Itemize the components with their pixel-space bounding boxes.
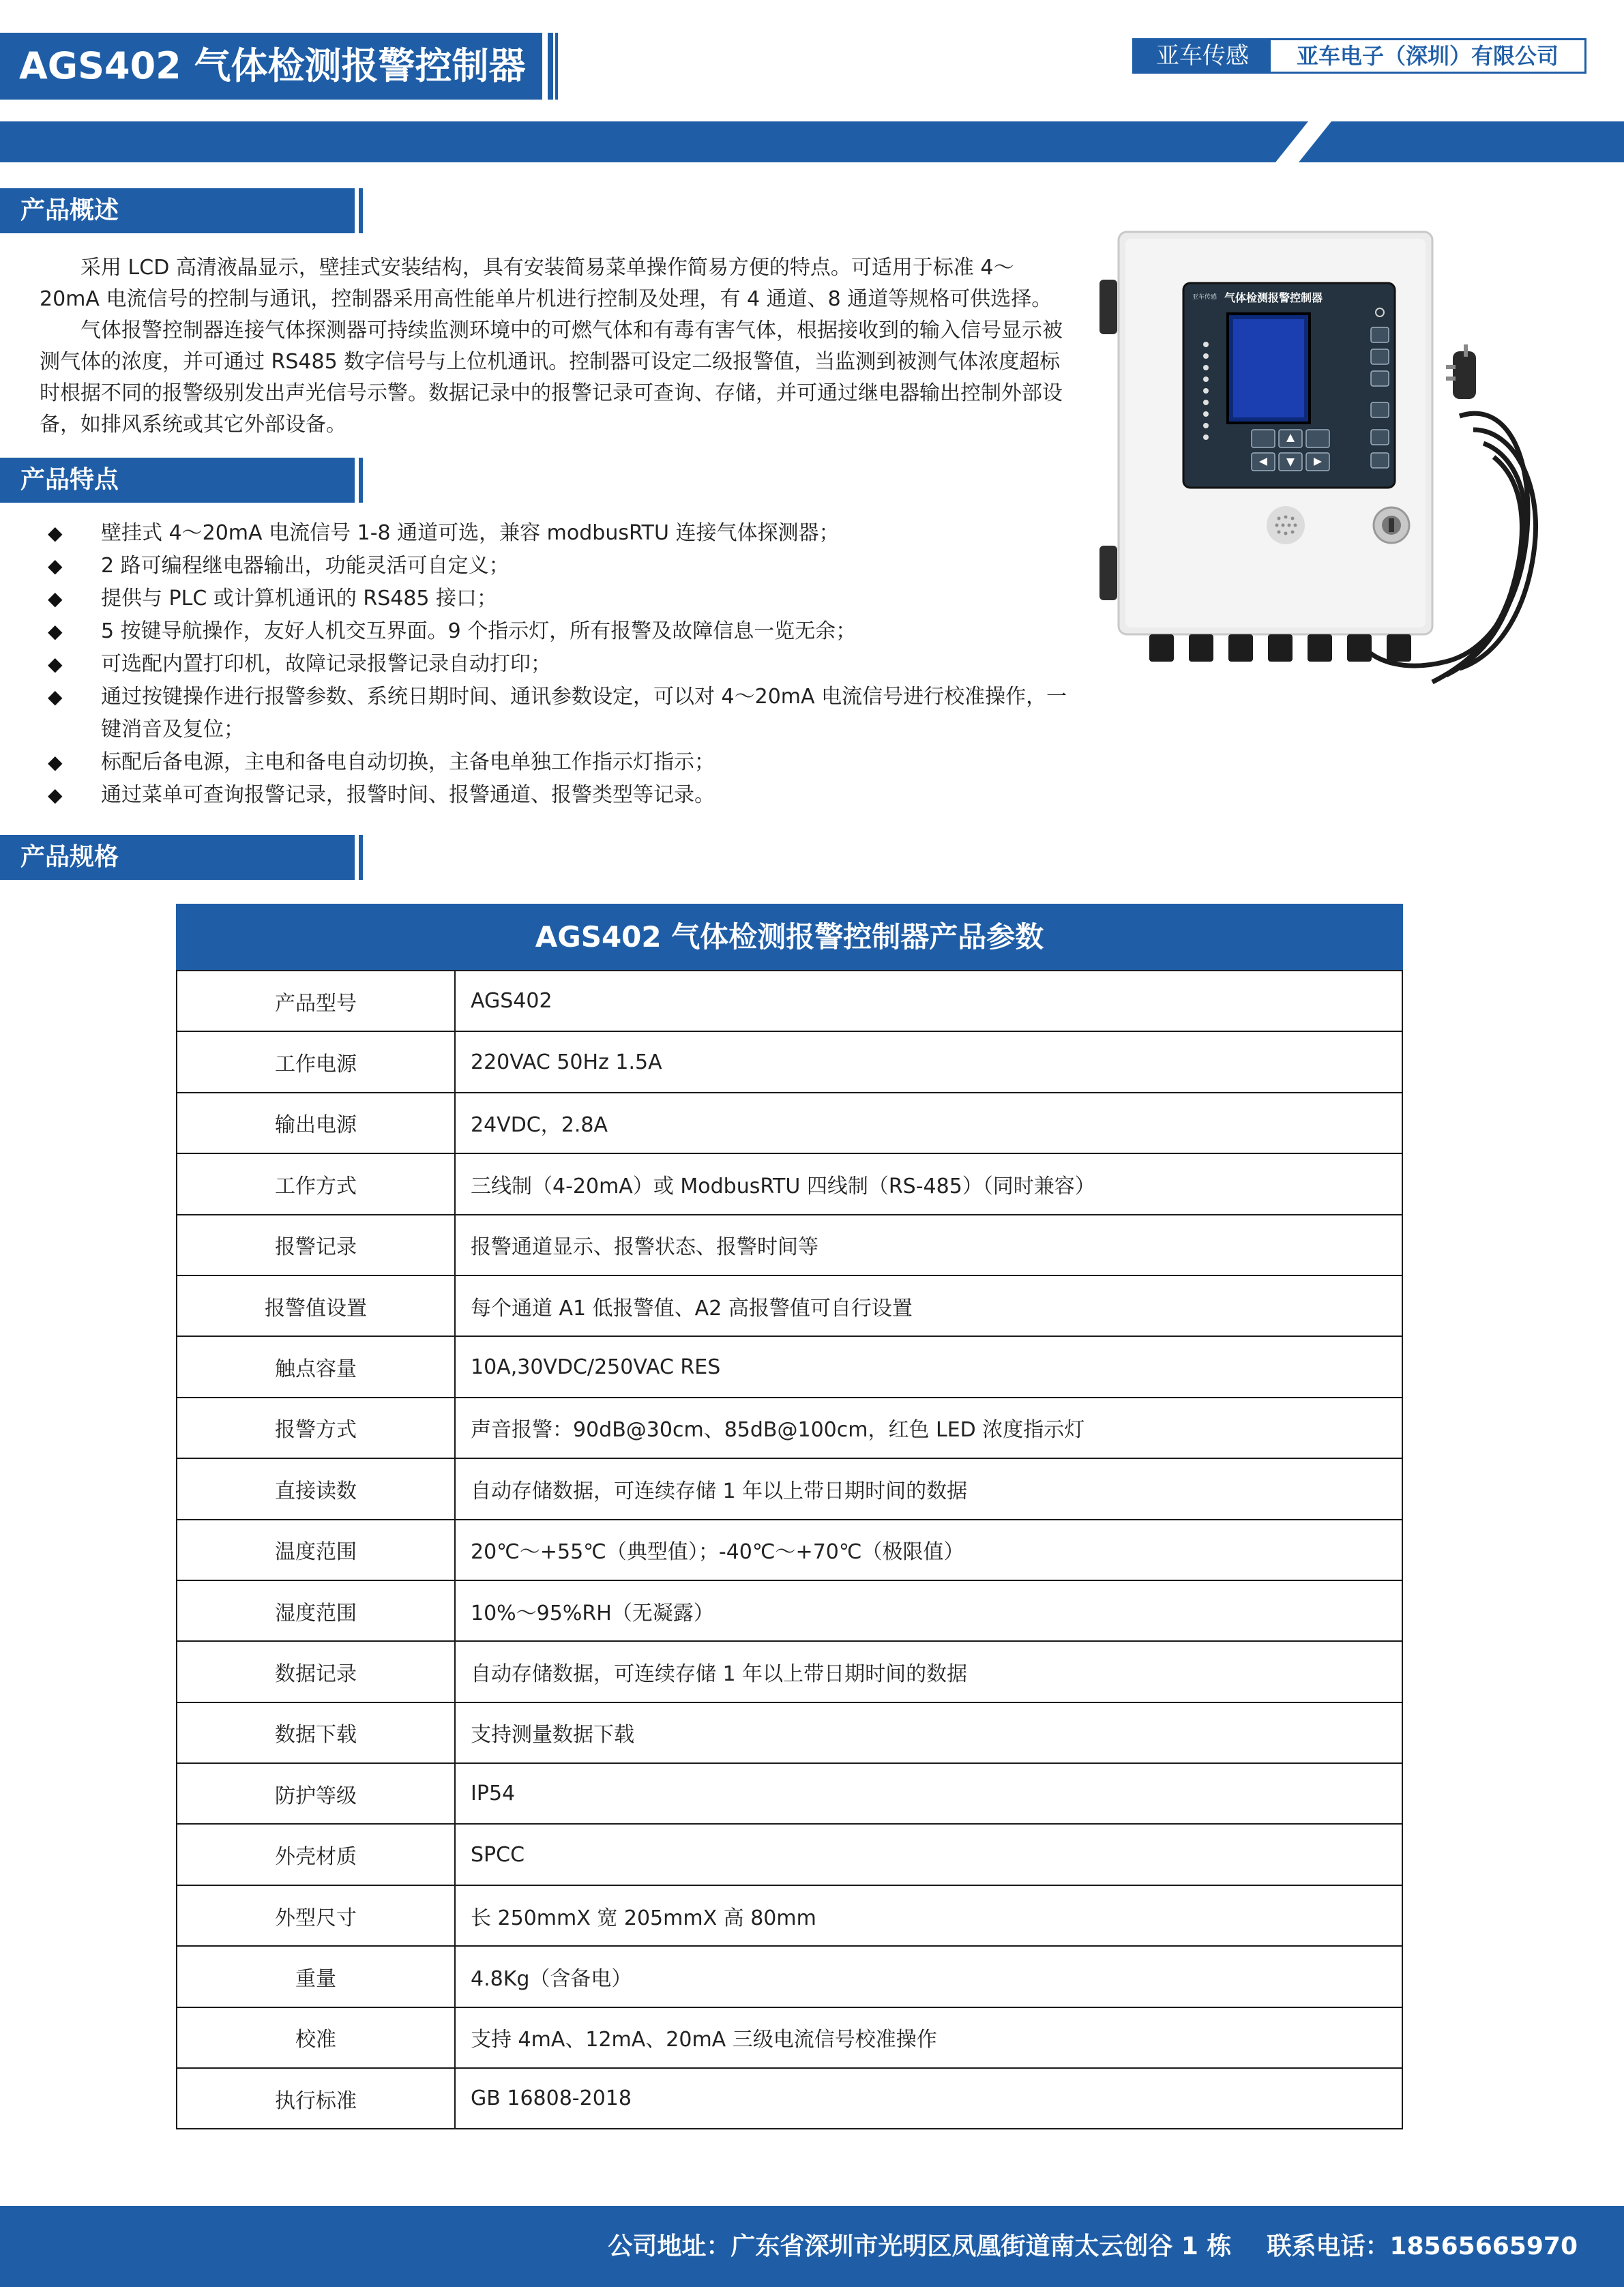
title-accent-bar: [555, 33, 558, 100]
overview-paragraph: 采用 LCD 高清液晶显示，壁挂式安装结构，具有安装简易菜单操作简易方便的特点。可适用于标准 4～20mA 电流信号的控制与通讯，控制器采用高性能单片机进行控制及处理，有 4 通道、8 通道等规格可供选择。: [40, 256, 1052, 311]
section-accent-bar: [359, 458, 363, 503]
table-row: [177, 1763, 1402, 1824]
spec-label: 重量: [177, 1946, 455, 2007]
diamond-bullet-icon: ◆: [48, 685, 63, 708]
page-title: AGS402 气体检测报警控制器: [0, 33, 542, 100]
footer-address: 公司地址：广东省深圳市光明区凤凰街道南太云创谷 1 栋: [608, 2232, 1232, 2260]
spec-value: 24VDC，2.8A: [455, 1093, 1402, 1153]
spec-value: IP54: [455, 1763, 1402, 1824]
spec-label: 温度范围: [177, 1520, 455, 1580]
table-row: [177, 1824, 1402, 1885]
spec-value: 支持测量数据下载: [455, 1702, 1402, 1763]
brand-company-name: 亚车电子（深圳）有限公司: [1296, 43, 1559, 69]
spec-value: 自动存储数据，可连续存储 1 年以上带日期时间的数据: [455, 1641, 1402, 1702]
title-accent-bar: [548, 33, 553, 100]
spec-label: 触点容量: [177, 1336, 455, 1397]
diamond-bullet-icon: ◆: [48, 522, 63, 544]
panel-brand-mark: 亚车传感: [1192, 294, 1217, 301]
spec-value: 声音报警：90dB@30cm、85dB@100cm，红色 LED 浓度指示灯: [455, 1398, 1402, 1458]
table-row: [177, 1031, 1402, 1092]
list-item: ◆ 2 路可编程继电器输出，功能灵活可自定义；: [46, 550, 1069, 582]
spec-label: 执行标准: [177, 2068, 455, 2129]
section-header-overview: 产品概述: [0, 188, 355, 233]
list-item: ◆ 可选配内置打印机，故障记录报警记录自动打印；: [46, 648, 1069, 681]
diamond-bullet-icon: ◆: [48, 653, 63, 675]
section-header-specs: 产品规格: [0, 835, 355, 880]
spec-label: 报警记录: [177, 1215, 455, 1275]
table-row: [177, 1641, 1402, 1702]
spec-label: 数据记录: [177, 1641, 455, 1702]
spec-label: 直接读数: [177, 1458, 455, 1519]
spec-label: 外壳材质: [177, 1824, 455, 1885]
table-row: [177, 1093, 1402, 1153]
key-lock: [1374, 507, 1409, 543]
header-band: [1299, 121, 1624, 162]
panel-title: 气体检测报警控制器: [1224, 291, 1323, 304]
spec-value: 三线制（4-20mA）或 ModbusRTU 四线制（RS-485）（同时兼容）: [455, 1153, 1402, 1214]
table-row: [177, 1336, 1402, 1397]
diamond-bullet-icon: ◆: [48, 587, 63, 610]
spec-value: SPCC: [455, 1824, 1402, 1885]
spec-label: 产品型号: [177, 971, 455, 1031]
spec-table-title: AGS402 气体检测报警控制器产品参数: [176, 904, 1403, 970]
spec-value: 10%～95%RH（无凝露）: [455, 1580, 1402, 1641]
footer-phone: 联系电话：18565665970: [1267, 2232, 1578, 2260]
spec-label: 工作电源: [177, 1031, 455, 1092]
spec-value: 支持 4mA、12mA、20mA 三级电流信号校准操作: [455, 2007, 1402, 2068]
section-header-features: 产品特点: [0, 458, 355, 503]
spec-value: 4.8Kg（含备电）: [455, 1946, 1402, 2007]
table-row: [177, 1702, 1402, 1763]
header-band: [0, 121, 1308, 162]
table-row: [177, 1580, 1402, 1641]
overview-text: [40, 252, 1063, 441]
feature-list: [46, 517, 1069, 812]
spec-value: 报警通道显示、报警状态、报警时间等: [455, 1215, 1402, 1275]
spec-label: 湿度范围: [177, 1580, 455, 1641]
table-row: [177, 1398, 1402, 1458]
product-image: [1091, 225, 1569, 689]
brand-short-name: 亚车传感: [1134, 40, 1271, 72]
mount-bracket: [1099, 280, 1117, 334]
table-row: [177, 1215, 1402, 1275]
mount-bracket: [1099, 546, 1117, 600]
speaker-grille: [1267, 506, 1305, 544]
overview-paragraph: 气体报警控制器连接气体探测器可持续监测环境中的可燃气体和有毒有害气体，根据接收到的输入信号显示被测气体的浓度，并可通过 RS485 数字信号与上位机通讯。控制器可设定二级报警值，当监测到被测气体浓度超标时根据不同的报警级别发出声光信号示警。数据记录中的报警记录可查询、存储，并可通过继电器输出控制外部设备，如排风系统或其它外部设备。: [40, 319, 1063, 437]
diamond-bullet-icon: ◆: [48, 620, 63, 643]
table-row: [177, 1153, 1402, 1214]
spec-table: [176, 970, 1403, 2129]
table-row: [177, 2068, 1402, 2129]
spec-value: 10A,30VDC/250VAC RES: [455, 1336, 1402, 1397]
spec-value: 每个通道 A1 低报警值、A2 高报警值可自行设置: [455, 1275, 1402, 1336]
spec-label: 输出电源: [177, 1093, 455, 1153]
spec-label: 校准: [177, 2007, 455, 2068]
spec-label: 工作方式: [177, 1153, 455, 1214]
indicator-leds: [1203, 342, 1209, 440]
table-row: [177, 1885, 1402, 1946]
table-row: [177, 1458, 1402, 1519]
spec-value: 长 250mmX 宽 205mmX 高 80mm: [455, 1885, 1402, 1946]
power-plug: [1446, 344, 1476, 399]
diamond-bullet-icon: ◆: [48, 784, 63, 806]
spec-label: 数据下载: [177, 1702, 455, 1763]
section-accent-bar: [359, 188, 363, 233]
table-row: [177, 1275, 1402, 1336]
spec-label: 防护等级: [177, 1763, 455, 1824]
spec-value: 220VAC 50Hz 1.5A: [455, 1031, 1402, 1092]
spec-label: 外型尺寸: [177, 1885, 455, 1946]
list-item: ◆ 壁挂式 4～20mA 电流信号 1-8 通道可选，兼容 modbusRTU 连接气体探测器；: [46, 517, 1069, 550]
diamond-bullet-icon: ◆: [48, 555, 63, 577]
list-item: ◆ 5 按键导航操作，友好人机交互界面。9 个指示灯，所有报警及故障信息一览无余；: [46, 615, 1069, 648]
table-row: [177, 1520, 1402, 1580]
table-row: [177, 1946, 1402, 2007]
cable-glands: [1149, 634, 1411, 662]
list-item: ◆ 通过按键操作进行报警参数、系统日期时间、通讯参数设定，可以对 4～20mA 电流信号进行校准操作，一键消音及复位；: [46, 681, 1069, 746]
list-item: ◆ 提供与 PLC 或计算机通讯的 RS485 接口；: [46, 582, 1069, 615]
diamond-bullet-icon: ◆: [48, 751, 63, 773]
table-row: [177, 971, 1402, 1031]
spec-value: AGS402: [455, 971, 1402, 1031]
list-item: ◆ 通过菜单可查询报警记录，报警时间、报警通道、报警类型等记录。: [46, 779, 1069, 812]
spec-label: 报警方式: [177, 1398, 455, 1458]
brand-box: [1132, 38, 1586, 74]
section-accent-bar: [359, 835, 363, 880]
footer: [0, 2206, 1624, 2287]
spec-value: GB 16808-2018: [455, 2068, 1402, 2129]
table-row: [177, 2007, 1402, 2068]
spec-value: 自动存储数据，可连续存储 1 年以上带日期时间的数据: [455, 1458, 1402, 1519]
spec-value: 20℃～+55℃（典型值）；-40℃～+70℃（极限值）: [455, 1520, 1402, 1580]
spec-label: 报警值设置: [177, 1275, 455, 1336]
list-item: ◆ 标配后备电源，主电和备电自动切换，主备电单独工作指示灯指示；: [46, 746, 1069, 779]
